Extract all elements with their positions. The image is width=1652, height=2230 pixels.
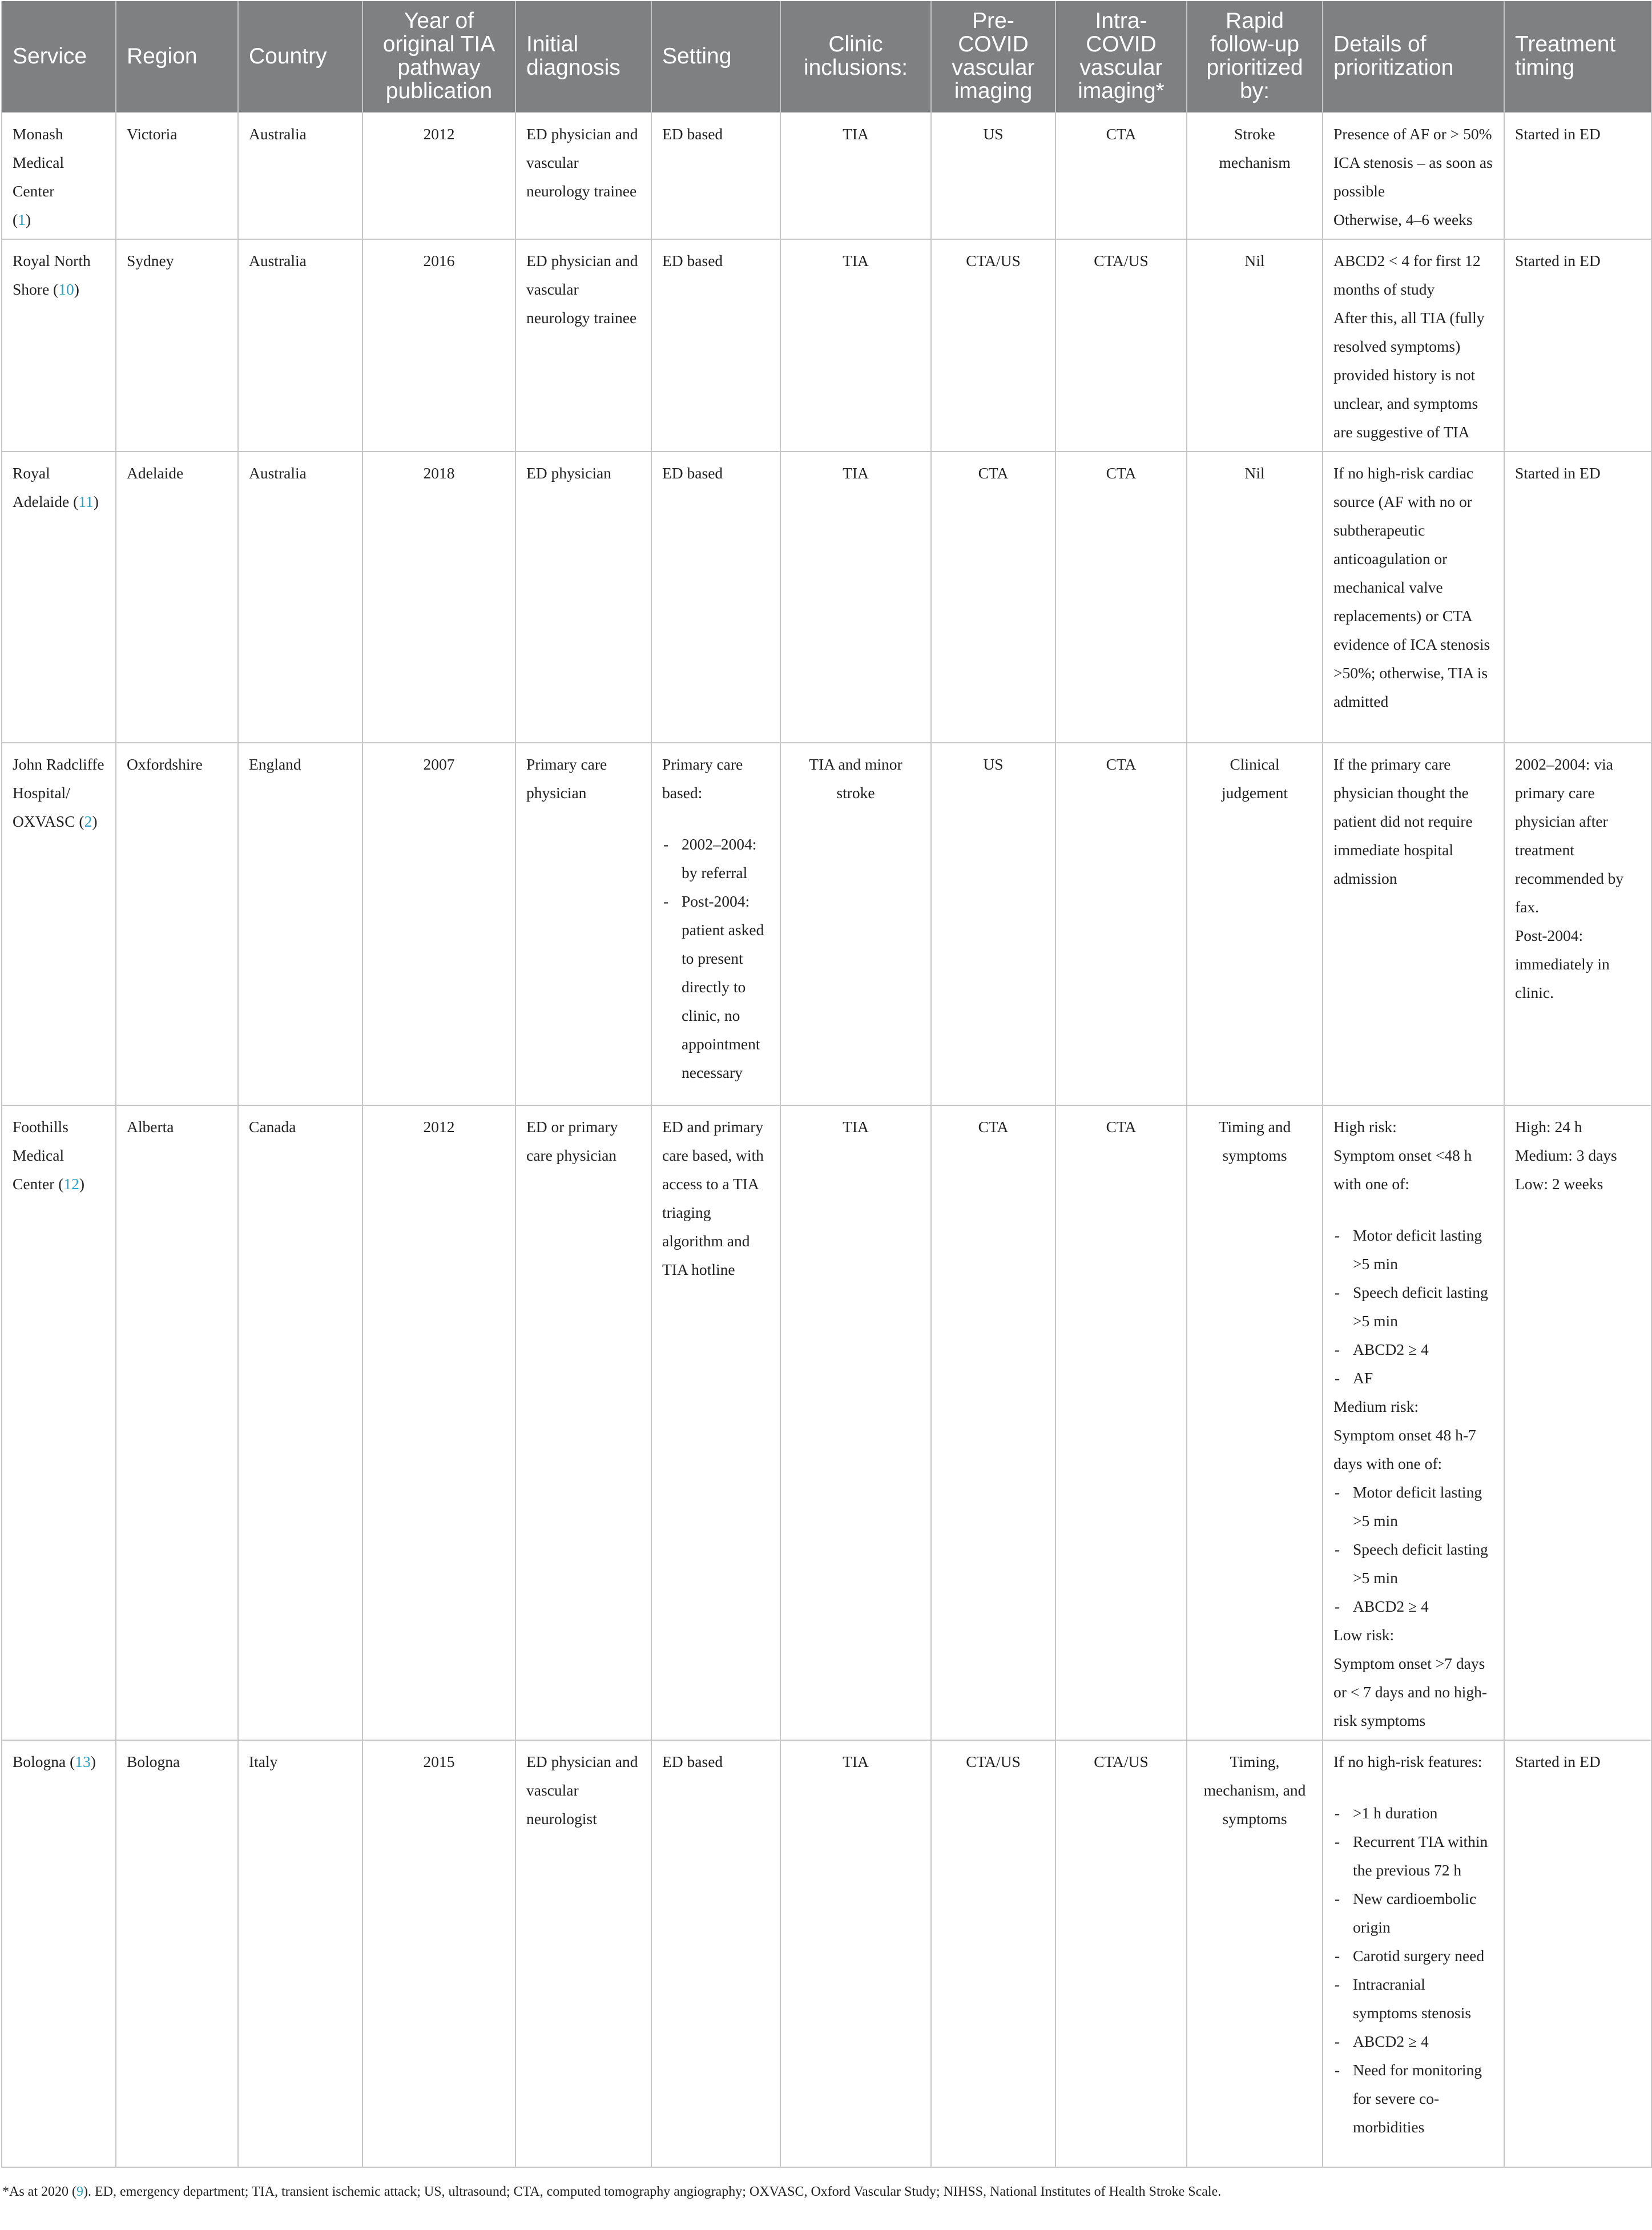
header-initial-diagnosis: Initial diagnosis bbox=[515, 1, 651, 112]
cell-prioritized-by: Timing, mechanism, and symptoms bbox=[1187, 1740, 1323, 2167]
cell-timing: Started in ED bbox=[1504, 1740, 1651, 2167]
cell-region: Alberta bbox=[116, 1105, 238, 1740]
details-line: ABCD2 < 4 for first 12 months of study bbox=[1333, 252, 1481, 298]
cell-details bbox=[1323, 743, 1504, 1105]
header-pre-covid-imaging: Pre-COVID vascular imaging bbox=[931, 1, 1055, 112]
cell-pre-imaging: US bbox=[931, 743, 1055, 1105]
cell-pre-imaging: CTA/US bbox=[931, 1740, 1055, 2167]
details-line: Otherwise, 4–6 weeks bbox=[1333, 211, 1473, 228]
header-rapid-follow-up: Rapid follow-up prioritized by: bbox=[1187, 1, 1323, 112]
details-line: Presence of AF or > 50% ICA stenosis – as soon as possible bbox=[1333, 125, 1493, 200]
cell-inclusions: TIA bbox=[780, 1105, 931, 1740]
header-details: Details of prioritization bbox=[1323, 1, 1504, 112]
cell-setting: ED and primary care based, with access to a TIA triaging algorithm and TIA hotline bbox=[651, 1105, 780, 1740]
header-intra-covid-imaging: Intra-COVID vascular imaging* bbox=[1055, 1, 1187, 112]
risk-label-high: High risk: bbox=[1333, 1118, 1397, 1136]
list-item: - AF bbox=[1333, 1364, 1493, 1392]
cell-inclusions: TIA bbox=[780, 239, 931, 452]
cell-intra-imaging: CTA/US bbox=[1055, 1740, 1187, 2167]
cell-inclusions: TIA and minor stroke bbox=[780, 743, 931, 1105]
header-clinic-inclusions: Clinic inclusions: bbox=[780, 1, 931, 112]
list-item: - New cardioembolic origin bbox=[1333, 1885, 1493, 1942]
cell-year: 2012 bbox=[362, 1105, 515, 1740]
header-service: Service bbox=[2, 1, 116, 112]
list-item: - >1 h duration bbox=[1333, 1799, 1493, 1828]
cell-diagnosis: ED physician bbox=[515, 452, 651, 743]
list-item: - ABCD2 ≥ 4 bbox=[1333, 1335, 1493, 1364]
cell-intra-imaging: CTA bbox=[1055, 112, 1187, 239]
header-setting: Setting bbox=[651, 1, 780, 112]
cell-service: Foothills Medical Center (12) bbox=[2, 1105, 116, 1740]
list-item: - ABCD2 ≥ 4 bbox=[1333, 2027, 1493, 2056]
cell-details: If no high-risk features: - >1 h duration - Recurrent TIA within the previous 72 h - New cardioembolic origin - Carotid surgery need - Intracranial symptoms stenosis - ABCD2 ≥ 4 - Need for monitoring for severe co-morbidities bbox=[1323, 1740, 1504, 2167]
cell-year: 2015 bbox=[362, 1740, 515, 2167]
cell-intra-imaging: CTA bbox=[1055, 452, 1187, 743]
citation-link[interactable]: 2 bbox=[84, 812, 92, 830]
cell-prioritized-by: Stroke mechanism bbox=[1187, 112, 1323, 239]
cell-diagnosis: ED physician and vascular neurology trainee bbox=[515, 112, 651, 239]
list-item: - Need for monitoring for severe co-morbidities bbox=[1333, 2056, 1493, 2142]
list-item: - Speech deficit lasting >5 min bbox=[1333, 1278, 1493, 1335]
cell-pre-imaging: CTA/US bbox=[931, 239, 1055, 452]
cell-diagnosis: ED physician and vascular neurologist bbox=[515, 1740, 651, 2167]
cell-prioritized-by: Timing and symptoms bbox=[1187, 1105, 1323, 1740]
cell-details bbox=[1323, 239, 1504, 452]
cell-prioritized-by: Nil bbox=[1187, 452, 1323, 743]
cell-setting: ED based bbox=[651, 112, 780, 239]
cell-details bbox=[1323, 112, 1504, 239]
cell-year: 2012 bbox=[362, 112, 515, 239]
cell-inclusions: TIA bbox=[780, 452, 931, 743]
cell-diagnosis: ED physician and vascular neurology trainee bbox=[515, 239, 651, 452]
cell-pre-imaging: CTA bbox=[931, 1105, 1055, 1740]
cell-country: Canada bbox=[238, 1105, 362, 1740]
cell-country: Australia bbox=[238, 452, 362, 743]
cell-region: Victoria bbox=[116, 112, 238, 239]
list-item: - 2002–2004: by referral bbox=[662, 830, 769, 887]
header-treatment-timing: Treatment timing bbox=[1504, 1, 1651, 112]
citation-link[interactable]: 9 bbox=[76, 2184, 83, 2199]
cell-setting: ED based bbox=[651, 1740, 780, 2167]
cell-region: Sydney bbox=[116, 239, 238, 452]
list-item: - Intracranial symptoms stenosis bbox=[1333, 1970, 1493, 2027]
cell-country: Italy bbox=[238, 1740, 362, 2167]
tia-pathway-table-container bbox=[1, 1, 1651, 2168]
cell-diagnosis: Primary care physician bbox=[515, 743, 651, 1105]
cell-prioritized-by: Clinical judgement bbox=[1187, 743, 1323, 1105]
cell-inclusions: TIA bbox=[780, 112, 931, 239]
cell-pre-imaging: US bbox=[931, 112, 1055, 239]
cell-setting: ED based bbox=[651, 452, 780, 743]
citation-link[interactable]: 10 bbox=[58, 280, 74, 298]
cell-intra-imaging: CTA/US bbox=[1055, 239, 1187, 452]
tia-pathway-table bbox=[1, 1, 1652, 2168]
cell-year: 2018 bbox=[362, 452, 515, 743]
cell-intra-imaging: CTA bbox=[1055, 743, 1187, 1105]
cell-timing: Started in ED bbox=[1504, 239, 1651, 452]
table-row bbox=[2, 1740, 1651, 2167]
details-line: If no high-risk cardiac source (AF with no or subtherapeutic anticoagulation or mechanical valve replacements) or CTA evidence of ICA stenosis >50%; otherwise, TIA is admitted bbox=[1333, 464, 1490, 710]
details-line: After this, all TIA (fully resolved symptoms) provided history is not unclear, and symptoms are suggestive of TIA bbox=[1333, 309, 1485, 441]
cell-timing: High: 24 h Medium: 3 days Low: 2 weeks bbox=[1504, 1105, 1651, 1740]
cell-region: Bologna bbox=[116, 1740, 238, 2167]
risk-label-low: Low risk: bbox=[1333, 1626, 1395, 1644]
details-line: If the primary care physician thought the patient did not require immediate hospital admission bbox=[1333, 755, 1473, 887]
citation-link[interactable]: 11 bbox=[78, 493, 94, 510]
table-row bbox=[2, 452, 1651, 743]
cell-region: Oxfordshire bbox=[116, 743, 238, 1105]
risk-label-medium: Medium risk: bbox=[1333, 1398, 1419, 1415]
list-item: - Speech deficit lasting >5 min bbox=[1333, 1535, 1493, 1592]
table-footnote: *As at 2020 (9). ED, emergency department; TIA, transient ischemic attack; US, ultrasound; CTA, computed tomography angiography; OXVASC, Oxford Vascular Study; NIHSS, National Institutes of Health Stroke Scale. bbox=[2, 2184, 1222, 2199]
list-item: - Motor deficit lasting >5 min bbox=[1333, 1221, 1493, 1278]
cell-inclusions: TIA bbox=[780, 1740, 931, 2167]
cell-setting: ED based bbox=[651, 239, 780, 452]
cell-intra-imaging: CTA bbox=[1055, 1105, 1187, 1740]
table-row bbox=[2, 1105, 1651, 1740]
cell-country: Australia bbox=[238, 112, 362, 239]
cell-details: High risk: Symptom onset <48 h with one of: - Motor deficit lasting >5 min - Speech deficit lasting >5 min - ABCD2 ≥ 4 - AF Medium risk: Symptom onset 48 h-7 days with one of: - Motor deficit lasting >5 min - Speech deficit lasting >5 min - ABCD2 ≥ 4 Low risk: Symptom onset >7 days or < 7 days and no high-risk symptoms bbox=[1323, 1105, 1504, 1740]
citation-link[interactable]: 1 bbox=[18, 211, 26, 228]
list-item: - Carotid surgery need bbox=[1333, 1942, 1493, 1970]
cell-timing: 2002–2004: via primary care physician after treatment recommended by fax. Post-2004: immediately in clinic. bbox=[1504, 743, 1651, 1105]
cell-country: Australia bbox=[238, 239, 362, 452]
cell-timing: Started in ED bbox=[1504, 452, 1651, 743]
cell-service: John Radcliffe Hospital/ OXVASC (2) bbox=[2, 743, 116, 1105]
table-row bbox=[2, 239, 1651, 452]
cell-pre-imaging: CTA bbox=[931, 452, 1055, 743]
list-item: - Motor deficit lasting >5 min bbox=[1333, 1478, 1493, 1535]
header-year: Year of original TIA pathway publication bbox=[362, 1, 515, 112]
cell-setting: Primary care based: - 2002–2004: by referral - Post-2004: patient asked to present directly to clinic, no appointment necessary bbox=[651, 743, 780, 1105]
citation-link[interactable]: 12 bbox=[63, 1175, 79, 1193]
cell-details bbox=[1323, 452, 1504, 743]
list-item: - Post-2004: patient asked to present directly to clinic, no appointment necessary bbox=[662, 887, 769, 1087]
table-row bbox=[2, 743, 1651, 1105]
cell-prioritized-by: Nil bbox=[1187, 239, 1323, 452]
cell-country: England bbox=[238, 743, 362, 1105]
citation-link[interactable]: 13 bbox=[75, 1753, 91, 1770]
cell-region: Adelaide bbox=[116, 452, 238, 743]
cell-service: Bologna (13) bbox=[2, 1740, 116, 2167]
list-item: - Recurrent TIA within the previous 72 h bbox=[1333, 1828, 1493, 1885]
cell-service: Monash Medical Center (1) bbox=[2, 112, 116, 239]
header-row bbox=[2, 1, 1651, 112]
table-row bbox=[2, 112, 1651, 239]
cell-year: 2007 bbox=[362, 743, 515, 1105]
list-item: - ABCD2 ≥ 4 bbox=[1333, 1592, 1493, 1621]
header-country: Country bbox=[238, 1, 362, 112]
cell-year: 2016 bbox=[362, 239, 515, 452]
header-region: Region bbox=[116, 1, 238, 112]
cell-diagnosis: ED or primary care physician bbox=[515, 1105, 651, 1740]
cell-timing: Started in ED bbox=[1504, 112, 1651, 239]
cell-service: Royal Adelaide (11) bbox=[2, 452, 116, 743]
cell-service: Royal North Shore (10) bbox=[2, 239, 116, 452]
